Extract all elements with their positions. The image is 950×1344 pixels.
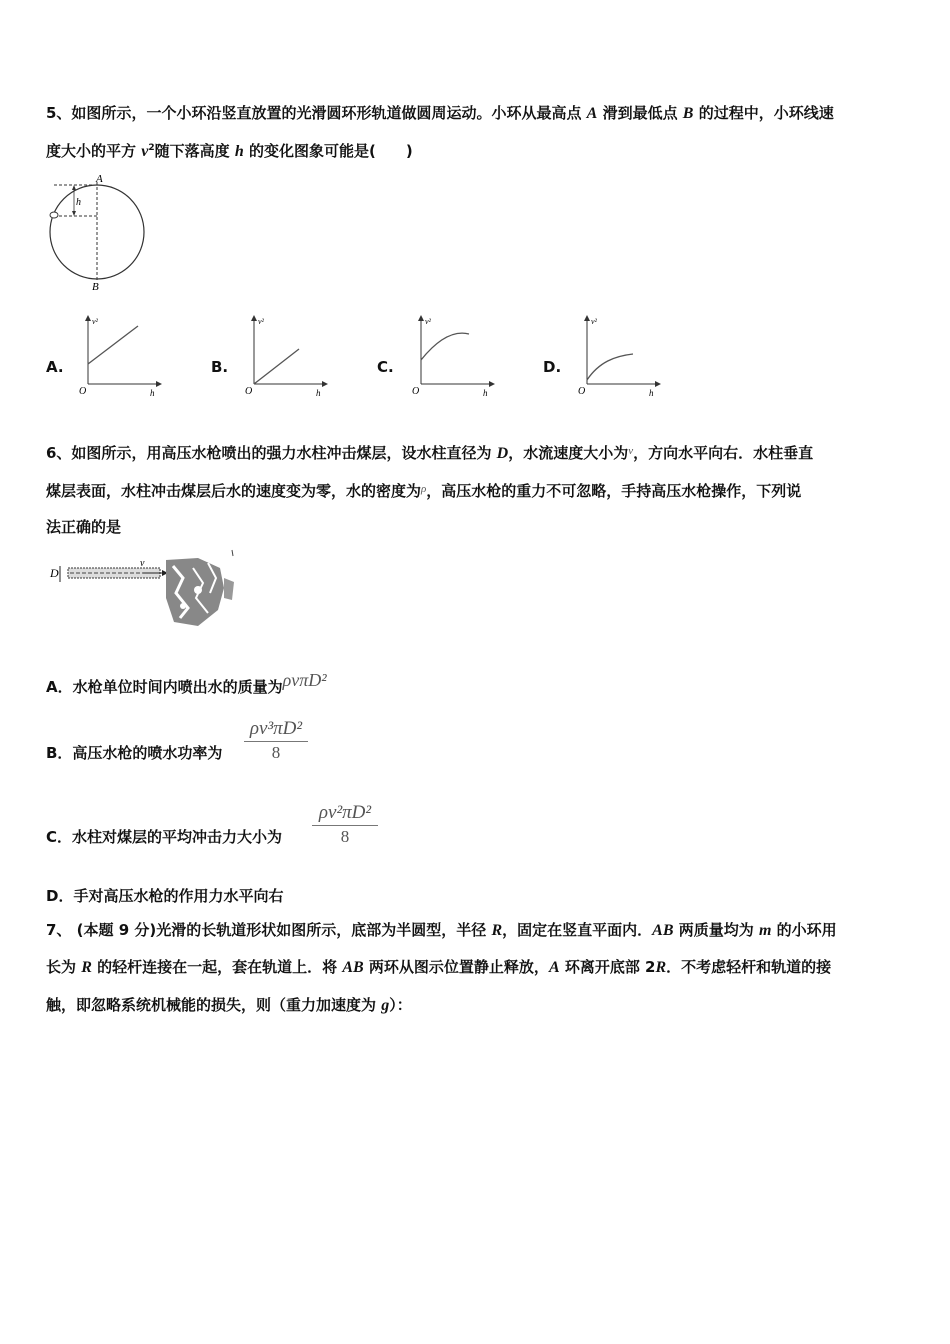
q7-line-1: 7、 (本题 9 分)光滑的长轨道形状如图所示，底部为半圆型，半径 R，固定在竖直平面内．AB 两质量均为 m 的小环用 xyxy=(46,921,837,939)
water-cannon-figure xyxy=(48,548,238,633)
svg-text:h: h xyxy=(316,388,321,398)
q6-option-a: A．水枪单位时间内喷出水的质量为ρvπD² xyxy=(46,670,327,696)
svg-text:v²: v² xyxy=(92,317,98,326)
q6-option-c-fraction: ρv²πD² 8 xyxy=(312,802,378,847)
svg-text:O: O xyxy=(412,386,420,397)
svg-text:O: O xyxy=(578,386,586,397)
svg-text:v²: v² xyxy=(591,317,597,326)
q6-line-3: 法正确的是 xyxy=(46,518,122,536)
q6-option-d: D．手对高压水枪的作用力水平向右 xyxy=(46,887,284,905)
q6-line-2: 煤层表面，水柱冲击煤层后水的速度变为零，水的密度为$^\rho$，高压水枪的重力不可忽略，手持高压水枪操作，下列说 xyxy=(46,482,802,500)
svg-text:h: h xyxy=(483,388,488,398)
q6-line-1: 6、如图所示，用高压水枪喷出的强力水柱冲击煤层，设水柱直径为 D，水流速度大小为$^v$，方向水平向右．水柱垂直 xyxy=(46,444,814,462)
svg-text:v²: v² xyxy=(425,317,431,326)
svg-text:O: O xyxy=(245,386,253,397)
q5-line-2: 度大小的平方 $v^2$随下落高度 h 的变化图象可能是( ) xyxy=(46,142,413,160)
q5-option-d-label: D. xyxy=(543,358,562,376)
circle-track-figure xyxy=(44,170,154,295)
q5-option-b-graph xyxy=(242,312,332,398)
fig-label-v: v xyxy=(140,558,145,569)
svg-text:O: O xyxy=(79,386,87,397)
q5-option-a-label: A. xyxy=(46,358,64,376)
fig-label-d: D xyxy=(50,566,59,580)
svg-text:h: h xyxy=(649,388,654,398)
q6-option-b: B．高压水枪的喷水功率为 xyxy=(46,744,223,762)
svg-text:h: h xyxy=(150,388,155,398)
q6-option-b-fraction: ρv³πD² 8 xyxy=(244,718,308,763)
q5-option-c-graph xyxy=(409,312,499,398)
q7-line-2: 长为 R 的轻杆连接在一起，套在轨道上．将 AB 两环从图示位置静止释放，A 环离开底部 2R．不考虑轻杆和轨道的接 xyxy=(46,958,832,976)
q5-option-a-graph xyxy=(76,312,166,398)
fig-label-b: B xyxy=(92,281,99,293)
q6-option-c: C．水柱对煤层的平均冲击力大小为 xyxy=(46,828,283,846)
q5-option-d-graph xyxy=(575,312,665,398)
q5-line-1: 5、如图所示，一个小环沿竖直放置的光滑圆环形轨道做圆周运动。小环从最高点 A 滑到最低点 B 的过程中，小环线速 xyxy=(46,104,834,122)
fig-label-a: A xyxy=(96,173,103,185)
q5-option-b-label: B. xyxy=(211,358,229,376)
fig-label-h: h xyxy=(76,197,81,208)
q5-option-c-label: C. xyxy=(377,358,394,376)
q7-line-3: 触，即忽略系统机械能的损失，则（重力加速度为 g）： xyxy=(46,996,412,1014)
svg-text:v²: v² xyxy=(258,317,264,326)
